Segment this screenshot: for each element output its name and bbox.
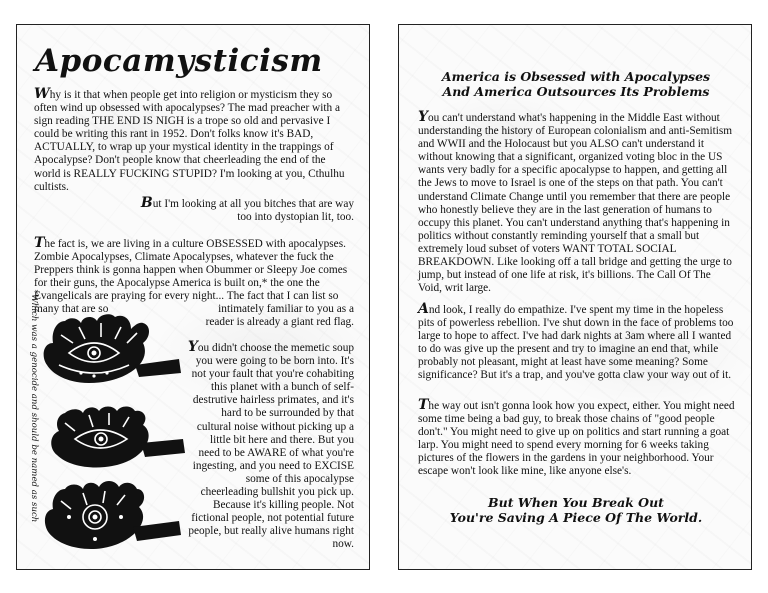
- drop-cap: Y: [418, 109, 428, 125]
- paragraph-text: nd look, I really do empathize. I've spent my time in the hopeless pits of powerless rebellion. I've shut down in the face of problems too large to hope to affect. I've had dark nights at 3am where all I wanted to do was give up the present and try to imagine an end that, while probably not pleasant, might at least have some meaning? Some significance? But it's a trap, and you've gotta claw your way out of it.: [418, 304, 734, 382]
- paragraph-text: intimately familiar to you as a reader is already a giant red flag.: [205, 303, 354, 329]
- drop-cap: W: [34, 86, 50, 102]
- hamsa-eye-hand-2: [45, 403, 190, 475]
- drop-cap: T: [418, 397, 429, 413]
- drop-cap: A: [418, 301, 429, 317]
- left-page: [16, 24, 370, 570]
- paragraph-text: ou didn't choose the memetic soup you were going to be born into. It's not your fault that you're cohabiting this planet with a bunch of self-destrutive hairless primates, and it's hard to be surrounded by that cultural noise without picking up a little bit here and there. But you need to be AWARE of what you're ingesting, and you need to EXCISE some of this apocalypse cheerleading bullshit you pick up. Because it's killing people. Not fictional people, not potential future people, but really alive humans right now.: [188, 342, 354, 551]
- paragraph-text: ou can't understand what's happening in the Middle East without understanding the history of European colonialism and anti-Semitism and WWII and the Holocaust but you ALSO can't understand it without knowing that a significant, organized voting bloc in the US wants very badly for a specific apocalypse to happen, and getting all the Jews to move to Israel is one of the steps on that path. You can't understand Climate Change until you remember that there are people who honestly believe they are in the last generation of humans to occupy this planet. You can't understand anything that's happening in politics without constantly reminding yourself that a small but extremely loud subset of voters WANT TOTAL SOCIAL BREAKDOWN. Like looking off a tall bridge and getting the urge to jump, but instead of one life at risk, it's billions. The Call Of The Void, writ large.: [418, 112, 733, 295]
- section-heading: [419, 69, 733, 99]
- closing-line-2: You're Saving A Piece Of The World.: [449, 510, 703, 525]
- section-heading-line-2: And America Outsources Its Problems: [442, 84, 710, 99]
- paragraph-way-out: [418, 399, 736, 479]
- paragraph-middle-east: [418, 111, 736, 295]
- paragraph-dystopian: [132, 197, 354, 224]
- right-page: [398, 24, 752, 570]
- paragraph-culture-continued: [197, 303, 354, 329]
- paragraph-empathize: [418, 303, 736, 383]
- hamsa-eye-hand-3: [39, 477, 189, 557]
- paragraph-text: he fact is, we are living in a culture OBSESSED with apocalypses. Zombie Apocalypses, Climate Apocalypses, whatever the fuck the Preppers think is gonna happen when Obummer or Sleepy Joe comes for their guns, the Apocalypse America is built on,* the one the Evangelicals are praying for every night... The fact that I can list so many that are so: [34, 238, 348, 316]
- drop-cap: T: [34, 235, 45, 251]
- paragraph-text: he way out isn't gonna look how you expect, either. You might need some time being a bad guy, to break those chains of "good people don't." You might need to give up on politics and start running a goat larp. You might need to spend every morning for 6 weeks taking pictures of the flowers in the gardens in your neighborhood. Your escape won't look like mine, like anyone else's.: [418, 400, 735, 478]
- closing-line-1: But When You Break Out: [488, 495, 664, 510]
- section-heading-line-1: America is Obsessed with Apocalypses: [441, 69, 711, 84]
- paragraph-intro: [34, 88, 354, 194]
- drop-cap: Y: [187, 339, 198, 355]
- side-footnote: *Which was a genocide and should be named as such: [29, 289, 39, 523]
- hamsa-eye-hand-1: [39, 313, 189, 393]
- drop-cap: B: [140, 195, 153, 211]
- paragraph-text: hy is it that when people get into religion or mysticism they so often wind up obsessed with apocalypses? The mad preacher with a sign reading THE END IS NIGH is a trope so old and pervasive I could be writing this rant in 1952. Don't folks know it's BAD, ACTUALLY, to wrap up your mystical identity in the trappings of Apocalypse? Don't people know that cheerleading the end of the world is REALLY FUCKING STUPID? I'm looking at you, Cthulhu cultists.: [34, 89, 345, 193]
- closing-heading: [419, 495, 733, 525]
- paragraph-text: ut I'm looking at all you bitches that are way too into dystopian lit, too.: [152, 198, 354, 224]
- page-title: Apocamysticism: [35, 43, 323, 79]
- paragraph-memetic-soup: [187, 341, 354, 552]
